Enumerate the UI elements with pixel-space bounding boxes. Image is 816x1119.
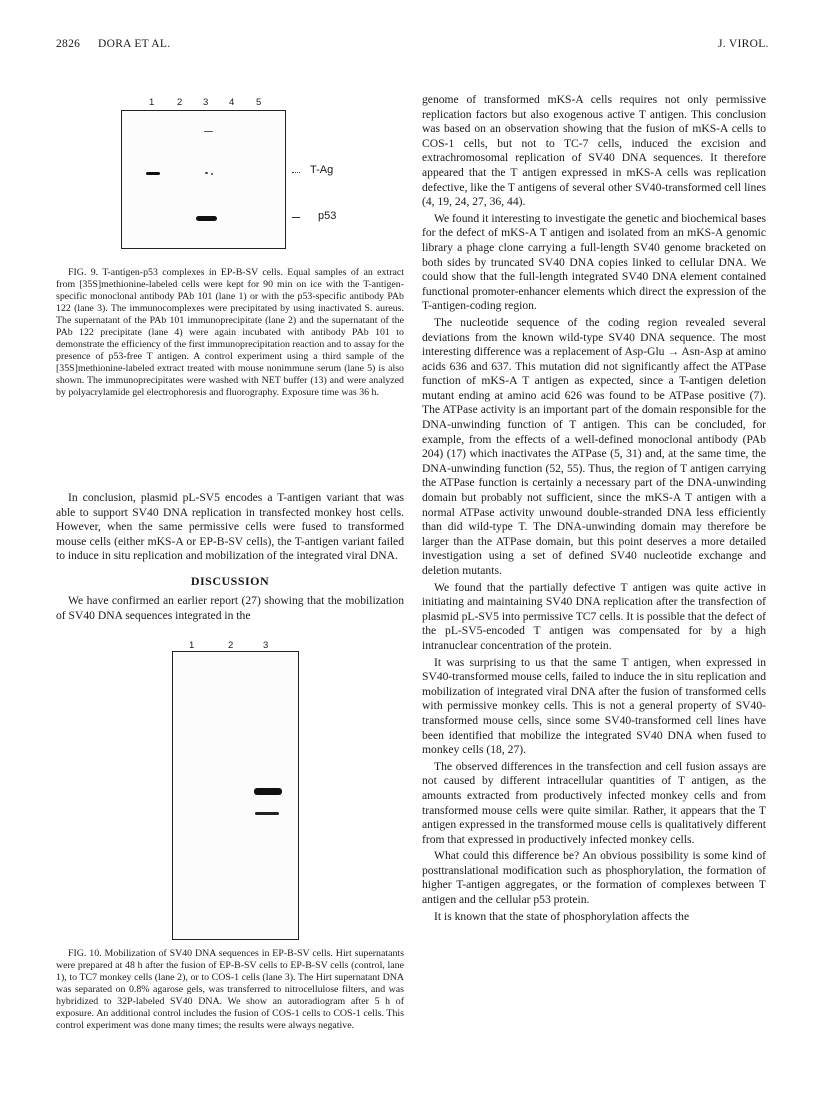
fig9-band-lane3-high [204,131,213,132]
fig9-lane-label: 4 [229,97,235,108]
fig9-band-lane1-tag [146,172,160,175]
fig9-marker-tag: T-Ag [310,164,334,176]
right-paragraph: We found that the partially defective T antigen was quite active in initiating and maintaining SV40 DNA replication after the transfection of plasmid pL-SV5 into permissive TC7 cells. It is possible that the defect of the pL-SV5-encoded T antigen was compensated for by a high intranuclear concentration of the protein. [422,580,767,652]
fig9-lane-label: 5 [256,97,262,108]
fig10-lane-label: 3 [263,640,269,651]
conclusion-paragraph [56,491,404,564]
page-number: 2826 [56,38,81,50]
fig9-autoradiogram [121,110,286,249]
fig10-autoradiogram [172,651,299,940]
figure-9-caption [56,267,404,400]
figure-10-caption [56,948,404,1032]
right-paragraph: It was surprising to us that the same T antigen, when expressed in SV40-transformed mouse cells, failed to induce the in situ replication and mobilization of integrated viral DNA after the fusion of transformed cells with permissive monkey cells. This is not a general property of SV40-transformed mouse cells, since some SV40-transformed cell lines have been identified that mobilize the integrated SV40 DNA when fused to monkey cells (18, 27). [422,655,766,757]
discussion-paragraph [56,594,404,623]
fig9-lane-label: 1 [149,97,155,108]
right-paragraph: The nucleotide sequence of the coding region revealed several deviations from the known wild-type SV40 DNA sequence. The most interesting difference was a replacement of Asp-Glu → Asn-Asp at amino acids 636 and 637. This mutation did not significantly affect the ATPase function of mKS-A T antigen as expected, since a T-antigen deletion mutant ending at amino acid 626 was found to be ATPase positive (7). The ATPase activity is an important part of the domain responsible for the DNA-unwinding function of T antigen. This can be concluded, for example, from the effects of a well-defined monoclonal antibody (PAb 204) (17) which inactivates the ATPase (5, 31) and, at the same time, the DNA-unwinding function (52, 55). Thus, the region of T antigen carrying the ATPase function is certainly a necessary part of the DNA-unwinding domain but probably not sufficient, since the mKS-A T antigen with a normal ATPase activity unwound double-stranded DNA less efficiently than did wild-type T. The DNA-unwinding domain may therefore be larger than the ATPase domain, but this point deserves a more detailed investigation using a set of defined SV40 nucleotide exchange and deletion mutants. [422,315,766,577]
fig9-marker-tick [292,172,300,173]
fig9-lane-label: 3 [203,97,209,108]
fig9-marker-p53: p53 [318,210,337,222]
right-paragraph: The observed differences in the transfection and cell fusion assays are not caused by different intracellular quantities of T antigen, as the amounts extracted from productively infected monkey cells and from transformed mouse cells were quite similar. Rather, it appears that the T antigen expressed in the transformed mouse cells is qualitatively different from that expressed in productively infected monkey cells. [422,759,766,846]
right-paragraph: It is known that the state of phosphorylation affects the [434,909,690,923]
fig9-marker-tick [292,217,300,218]
conclusion-text: In conclusion, plasmid pL-SV5 encodes a T-antigen variant that was able to support SV40 DNA replication in transfected monkey host cells. However, when the same permissive cells were fused to transformed mouse cells (either mKS-A or EP-B-SV cells), the T-antigen variant failed to induce in situ replication and mobilization of the integrated viral DNA. [56,491,404,563]
right-paragraph: We found it interesting to investigate the genetic and biochemical bases for the defect of mKS-A T antigen and isolated from an mKS-A genomic library a phage clone carrying a full-length SV40 genome bracketed on both sides by truncated SV40 DNA copies linked to cellular DNA. We could show that the full-length integrated SV40 DNA element contained functional promoter-enhancer elements which direct the expression of the T-antigen-coding region. [422,211,766,313]
fig9-band-lane3-tag-dot [211,173,213,175]
fig10-band-lane3-lower [255,812,279,815]
right-paragraph: What could this difference be? An obvious possibility is some kind of posttranslational modification such as phosphorylation, the formation of higher T-antigen aggregates, or the formation of complexes between T antigen and the cellular p53 protein. [422,849,766,907]
fig9-band-lane3-tag-dot [205,172,208,174]
journal-name: J. VIROL. [718,38,769,50]
figure-10-caption-text: FIG. 10. Mobilization of SV40 DNA sequences in EP-B-SV cells. Hirt supernatants were prepared at 48 h after the fusion of EP-B-SV cells to EP-B-SV cells (control, lane 1), to TC7 monkey cells (lane 2), or to COS-1 cells (lane 3). The Hirt supernatant DNA was separated on 0.8% agarose gels, was transferred to nitrocellulose filters, and was hybridized to 32P-labeled SV40 DNA. We show an autoradiogram after 5 h of exposure. An additional control includes the fusion of COS-1 cells to COS-1 cells. This control experiment was done many times; the results were always negative. [56,948,404,1032]
discussion-text: We have confirmed an earlier report (27) showing that the mobilization of SV40 DNA sequences integrated in the [56,594,404,622]
right-column [422,93,766,924]
fig10-lane-label: 1 [189,640,195,651]
fig9-lane-label: 2 [177,97,183,108]
right-paragraph: genome of transformed mKS-A cells requires not only permissive replication factors but also exogenous active T antigen. This conclusion was based on an observation showing that the fusion of mKS-A cells to COS-1 cells, but not to TC-7 cells, induced the excision and extrachromosomal replication of SV40 DNA sequences. It therefore appeared that the T antigen expressed in mKS-A cells was replication defective, like the T antigens of several other SV40-transformed cell lines (4, 19, 24, 27, 36, 44). [422,93,766,209]
fig10-band-lane3-upper [254,788,282,795]
discussion-heading: DISCUSSION [190,574,270,588]
running-authors: DORA ET AL. [98,38,171,50]
fig9-band-lane3-p53 [196,216,217,221]
fig10-lane-label: 2 [228,640,234,651]
figure-9-caption-text: FIG. 9. T-antigen-p53 complexes in EP-B-SV cells. Equal samples of an extract from [35S]methionine-labeled cells were kept for 90 min on ice with the T-antigen-specific monoclonal antibody PAb 101 (lane 1) or with the p53-specific antibody PAb 122 (lane 3). The immunocomplexes were precipitated by using inactivated S. aureus. The supernatant of the PAb 101 immunoprecipitate (lane 2) and the supernatant of the PAb 122 precipitate (lane 4) were again incubated with antibody PAb 101 to demonstrate the efficiency of the first immunoprecipitation reaction and to assay for the presence of p53-free T antigen. A control experiment using a third sample of the [35S]methionine-labeled extract treated with mouse nonimmune serum (lane 5) is also shown. The immunoprecipitates were washed with NET buffer (13) and were analyzed by polyacrylamide gel electrophoresis and fluorography. Exposure time was 36 h. [56,267,404,399]
